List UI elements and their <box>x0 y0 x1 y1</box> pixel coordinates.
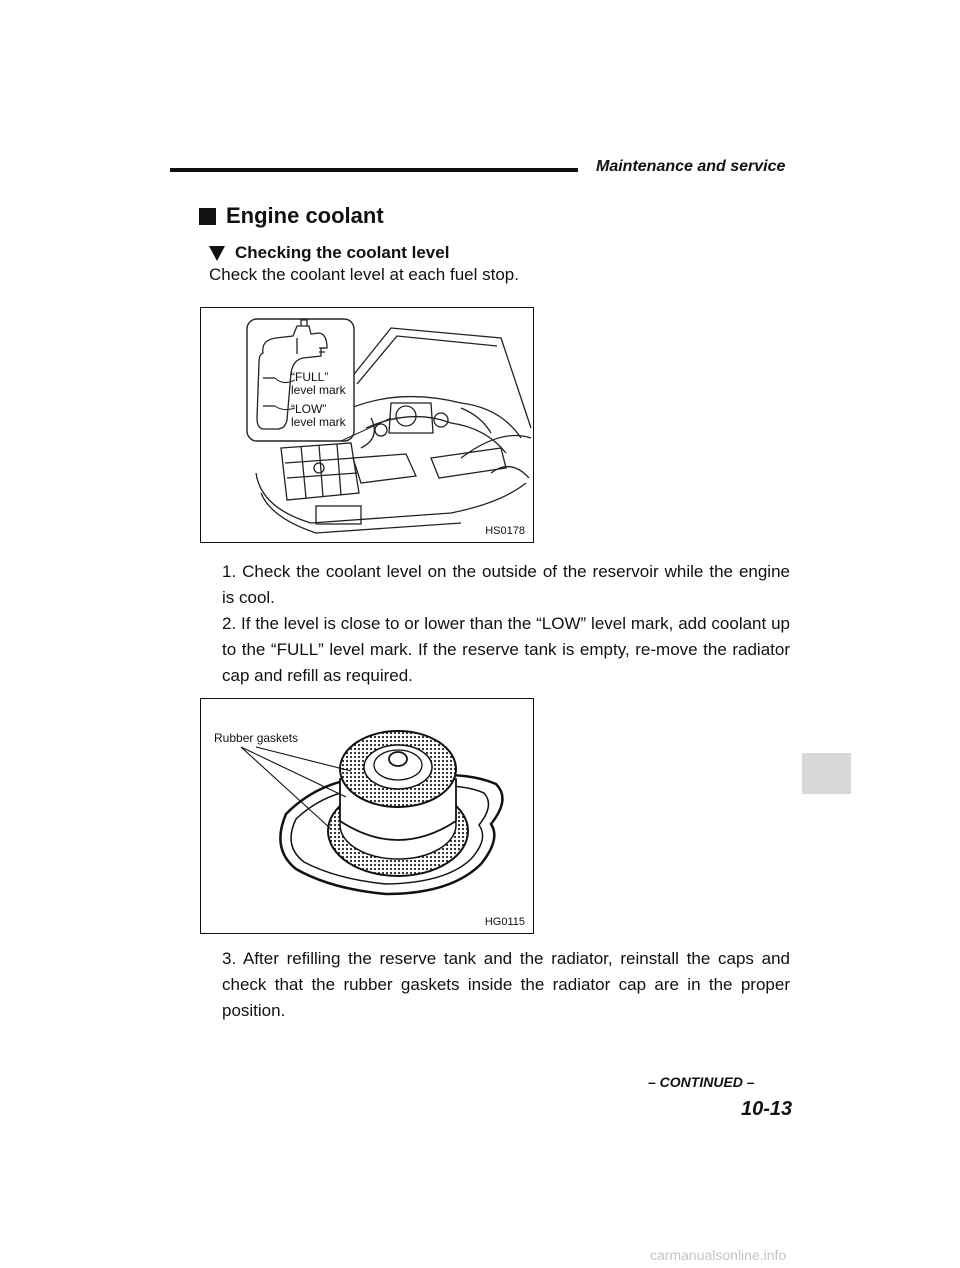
full-level-label: “FULL” level mark <box>291 370 346 397</box>
triangle-bullet-icon <box>209 246 225 261</box>
intro-text: Check the coolant level at each fuel stop. <box>209 265 519 284</box>
step-3-text: 3. After refilling the reserve tank and the radiator, reinstall the caps and check that the rubber gaskets inside the radiator cap are in the proper position. <box>222 949 790 1020</box>
figure-code: HS0178 <box>485 525 525 537</box>
square-bullet-icon <box>199 208 216 225</box>
subsection-title: Checking the coolant level <box>235 243 450 262</box>
chapter-side-tab <box>802 753 851 794</box>
low-level-label: “LOW” level mark <box>291 402 346 429</box>
step-2-text: 2. If the level is close to or lower than the “LOW” level mark, add coolant up to the “FULL” level mark. If the reserve tank is empty, re-move the radiator cap and refill as required. <box>222 614 790 685</box>
step-1-text: 1. Check the coolant level on the outside of the reservoir while the engine is cool. <box>222 562 790 607</box>
continued-marker: – CONTINUED – <box>648 1074 755 1090</box>
coolant-reservoir-figure <box>200 307 534 543</box>
page-number: 10-13 <box>741 1098 793 1120</box>
header-rule <box>170 168 578 172</box>
section-heading <box>199 203 384 229</box>
section-title: Engine coolant <box>226 203 384 228</box>
watermark: carmanualsonline.info <box>650 1247 787 1263</box>
figure-code: HG0115 <box>484 916 525 928</box>
rubber-gaskets-label: Rubber gaskets <box>214 731 299 745</box>
radiator-cap-figure <box>200 698 534 934</box>
engine-illustration <box>201 308 533 542</box>
subsection-heading <box>209 243 449 263</box>
running-header: Maintenance and service <box>596 158 786 175</box>
